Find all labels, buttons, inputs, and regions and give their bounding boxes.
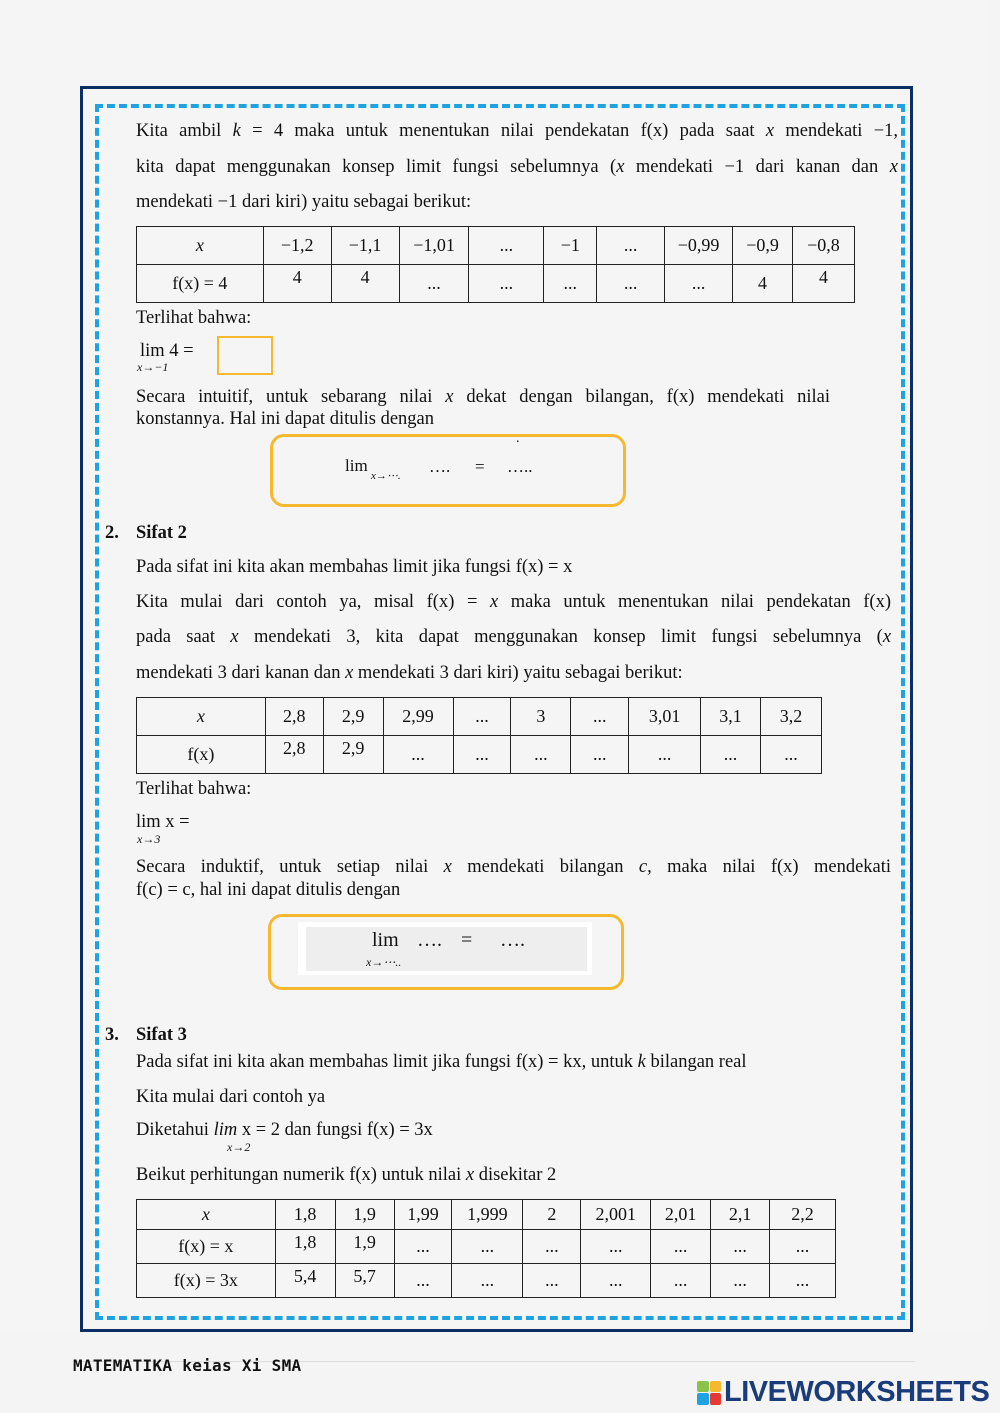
sifat2-induktif-line1: Secara induktif, untuk setiap nilai x mendekati bilangan c, maka nilai f(x) mendekati: [136, 857, 892, 877]
answer-cell[interactable]: ...: [452, 1230, 523, 1264]
sifat1-formula-subscript[interactable]: x→⋯.: [371, 470, 401, 482]
sifat2-formula-lim: lim: [372, 929, 399, 951]
table-row: f(x) 2,8 2,9 ... ... ... ... ... ... ...: [137, 736, 822, 774]
answer-cell[interactable]: 5,4: [275, 1264, 335, 1298]
liveworksheets-logo: [697, 1376, 989, 1409]
table-row: x −1,2 −1,1 −1,01 ... −1 ... −0,99 −0,9 −0,8: [137, 227, 855, 265]
sifat2-formula-blank-left[interactable]: ….: [417, 929, 442, 951]
sifat3-lim-subscript: x→2: [227, 1140, 251, 1154]
answer-cell[interactable]: ...: [383, 736, 453, 774]
sifat1-formula-dot: .: [516, 431, 520, 446]
sifat1-intro-line1: Kita ambil k = 4 maka untuk menentukan nilai pendekatan f(x) pada saat x mendekati −1,: [136, 121, 899, 141]
answer-cell[interactable]: ...: [453, 736, 511, 774]
sifat1-value-table: [136, 226, 855, 303]
answer-cell[interactable]: ...: [523, 1264, 581, 1298]
answer-cell[interactable]: ...: [469, 265, 544, 303]
answer-cell[interactable]: ...: [399, 265, 469, 303]
answer-cell[interactable]: 1,9: [335, 1230, 394, 1264]
sifat1-formula-equals: =: [475, 457, 485, 476]
answer-cell[interactable]: ...: [711, 1264, 770, 1298]
answer-cell[interactable]: ...: [760, 736, 821, 774]
footer-subject: MATEMATIKA keias Xi SMA: [73, 1356, 302, 1375]
answer-cell[interactable]: ...: [597, 265, 665, 303]
answer-cell[interactable]: ...: [665, 265, 733, 303]
answer-cell[interactable]: ...: [581, 1230, 651, 1264]
sifat3-paragraph3: Diketahui lim x = 2 dan fungsi f(x) = 3x: [136, 1120, 433, 1140]
answer-cell[interactable]: 1,8: [275, 1230, 335, 1264]
answer-cell[interactable]: 2,8: [265, 736, 323, 774]
sifat2-lim-subscript: x→3: [137, 832, 161, 846]
liveworksheets-brand-text: LIVEWORKSHEETS: [724, 1376, 990, 1408]
sifat1-lim-expression: lim 4 =: [140, 341, 194, 361]
liveworksheets-logo-icon: [697, 1381, 721, 1405]
answer-cell[interactable]: ...: [452, 1264, 523, 1298]
sifat2-formula-panel-inner: [306, 927, 587, 971]
table-row: x 2,8 2,9 2,99 ... 3 ... 3,01 3,1 3,2: [137, 698, 822, 736]
answer-cell[interactable]: ...: [581, 1264, 651, 1298]
sifat1-formula-blank-right[interactable]: …..: [507, 457, 533, 476]
sifat2-induktif-line2: f(c) = c, hal ini dapat ditulis dengan: [136, 880, 401, 900]
sifat2-number: 2.: [105, 523, 119, 543]
sifat2-title: Sifat 2: [136, 523, 187, 543]
sifat2-paragraph1: Pada sifat ini kita akan membahas limit jika fungsi f(x) = x: [136, 557, 573, 577]
sifat2-paragraph2-line2: pada saat x mendekati 3, kita dapat menggunakan konsep limit fungsi sebelumnya (x: [136, 627, 892, 647]
table-row: x 1,8 1,9 1,99 1,999 2 2,001 2,01 2,1 2,2: [137, 1200, 836, 1230]
sifat1-formula-blank-left[interactable]: ….: [429, 457, 451, 476]
sifat1-intuitif-line1: Secara intuitif, untuk sebarang nilai x dekat dengan bilangan, f(x) mendekati nilai: [136, 387, 831, 407]
sifat2-paragraph2-line1: Kita mulai dari contoh ya, misal f(x) = x maka untuk menentukan nilai pendekatan f(x): [136, 592, 891, 612]
answer-cell[interactable]: 5,7: [335, 1264, 394, 1298]
answer-cell[interactable]: ...: [770, 1264, 836, 1298]
answer-cell[interactable]: ...: [394, 1230, 452, 1264]
answer-cell[interactable]: 4: [331, 265, 399, 303]
answer-cell[interactable]: ...: [629, 736, 701, 774]
sifat2-terlihat: Terlihat bahwa:: [136, 779, 252, 799]
table-row: f(x) = 4 4 4 ... ... ... ... ... 4 4: [137, 265, 855, 303]
sifat2-formula-subscript[interactable]: x→⋯..: [366, 955, 402, 969]
sifat2-formula-blank-right[interactable]: ….: [500, 929, 525, 951]
answer-cell[interactable]: ...: [651, 1264, 711, 1298]
sifat1-formula-lim: lim: [345, 456, 368, 475]
sifat3-value-table: [136, 1199, 836, 1298]
answer-cell[interactable]: ...: [523, 1230, 581, 1264]
answer-cell[interactable]: ...: [701, 736, 761, 774]
sifat1-lim-subscript: x→−1: [137, 360, 169, 374]
sifat3-number: 3.: [105, 1025, 119, 1045]
sifat3-paragraph1: Pada sifat ini kita akan membahas limit jika fungsi f(x) = kx, untuk k bilangan real: [136, 1052, 747, 1072]
answer-cell[interactable]: ...: [770, 1230, 836, 1264]
sifat1-intro-line3: mendekati −1 dari kiri) yaitu sebagai berikut:: [136, 192, 472, 212]
table-row: f(x) = 3x 5,4 5,7 ... ... ... ... ... ... ...: [137, 1264, 836, 1298]
sifat1-intro-line2: kita dapat menggunakan konsep limit fungsi sebelumnya (x mendekati −1 dari kanan dan x: [136, 157, 898, 177]
answer-cell[interactable]: 2,9: [323, 736, 383, 774]
sifat1-intuitif-line2: konstannya. Hal ini dapat ditulis dengan: [136, 409, 434, 429]
sifat1-terlihat: Terlihat bahwa:: [136, 308, 252, 328]
table-row: f(x) = x 1,8 1,9 ... ... ... ... ... ... ...: [137, 1230, 836, 1264]
answer-cell[interactable]: 4: [792, 265, 854, 303]
sifat3-paragraph2: Kita mulai dari contoh ya: [136, 1087, 326, 1107]
answer-cell[interactable]: ...: [394, 1264, 452, 1298]
answer-cell[interactable]: ...: [711, 1230, 770, 1264]
sifat3-paragraph4: Beikut perhitungan numerik f(x) untuk nilai x disekitar 2: [136, 1165, 557, 1185]
answer-cell[interactable]: 4: [733, 265, 793, 303]
answer-cell[interactable]: 4: [263, 265, 331, 303]
sifat2-lim-expression: lim x =: [136, 812, 190, 832]
sifat2-paragraph2-line3: mendekati 3 dari kanan dan x mendekati 3 dari kiri) yaitu sebagai berikut:: [136, 663, 683, 683]
answer-cell[interactable]: ...: [651, 1230, 711, 1264]
sifat1-lim-answer-box[interactable]: [217, 336, 273, 375]
answer-cell[interactable]: ...: [571, 736, 629, 774]
answer-cell[interactable]: ...: [544, 265, 597, 303]
sifat3-title: Sifat 3: [136, 1025, 187, 1045]
sifat2-formula-equals: =: [461, 929, 473, 951]
sifat2-value-table: [136, 697, 822, 774]
answer-cell[interactable]: ...: [511, 736, 571, 774]
